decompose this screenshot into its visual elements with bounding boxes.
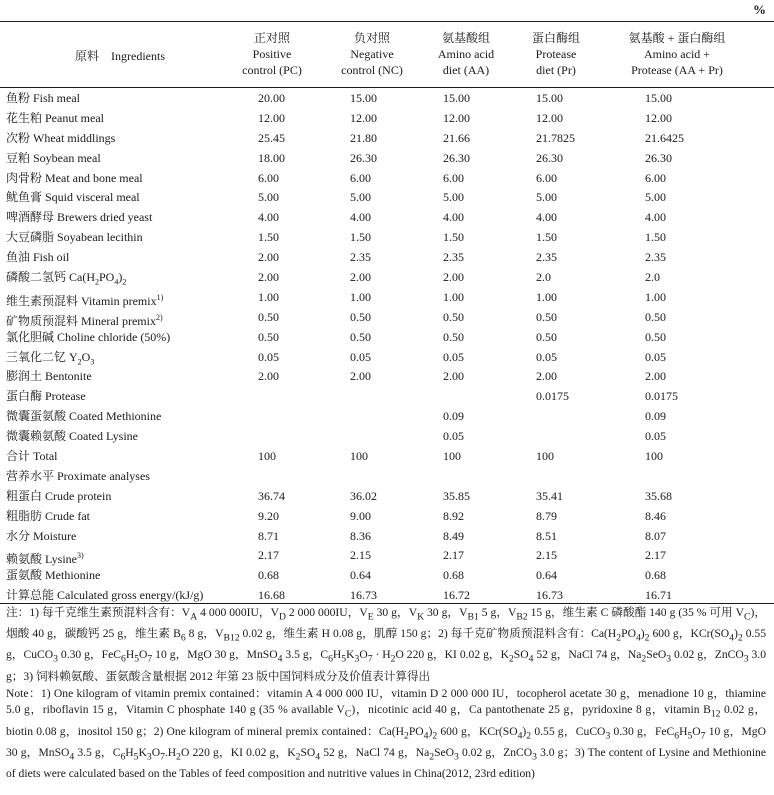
row-value: 35.41 [536, 488, 563, 503]
row-value: 0.68 [645, 568, 666, 583]
header-col-zh: 氨基酸组 [441, 31, 490, 45]
row-value: 6.00 [350, 170, 371, 185]
row-value: 20.00 [258, 91, 285, 105]
row-label: 合计 Total [6, 449, 58, 464]
row-value: 15.00 [443, 91, 470, 105]
row-value: 2.00 [350, 369, 371, 384]
header-col-zh: 氨基酸 + 蛋白酶组 [628, 31, 726, 45]
row-value: 1.50 [645, 230, 666, 245]
row-value: 0.50 [350, 309, 371, 324]
row-value: 0.68 [258, 568, 279, 583]
row-label: 微囊蛋氨酸 Coated Methionine [6, 409, 162, 424]
row-value: 9.20 [258, 508, 279, 523]
row-value: 6.00 [258, 170, 279, 185]
row-label: 蛋白酶 Protease [6, 389, 86, 404]
row-label: 鱼粉 Fish meal [6, 91, 80, 105]
row-value: 1.00 [536, 289, 557, 304]
header-col-zh: 蛋白酶组 [531, 31, 580, 45]
row-value: 16.73 [536, 588, 563, 603]
row-value: 0.50 [258, 329, 279, 344]
table-row [0, 109, 774, 129]
row-value: 18.00 [258, 150, 285, 165]
row-value: 15.00 [536, 91, 563, 105]
row-value: 21.7825 [536, 130, 575, 145]
row-value: 35.68 [645, 488, 672, 503]
table-notes [6, 605, 766, 783]
header-col-pr [506, 30, 606, 78]
row-value: 0.50 [536, 329, 557, 344]
table-row [0, 348, 774, 368]
top-rule [0, 21, 774, 22]
row-value: 4.00 [645, 210, 666, 225]
row-value: 6.00 [645, 170, 666, 185]
row-value: 21.6425 [645, 130, 684, 145]
table-row [0, 169, 774, 189]
table-row [0, 387, 774, 407]
row-value: 21.66 [443, 130, 470, 145]
row-value: 8.07 [645, 528, 666, 543]
row-value: 1.50 [443, 230, 464, 245]
row-value: 9.00 [350, 508, 371, 523]
header-rule [0, 87, 774, 88]
row-value: 2.17 [645, 548, 666, 563]
row-value: 5.00 [536, 190, 557, 205]
header-col-en1: Negative [350, 47, 394, 61]
row-value: 12.00 [536, 110, 563, 125]
row-value: 0.68 [443, 568, 464, 583]
row-value: 2.35 [443, 250, 464, 265]
row-value: 2.00 [258, 270, 279, 285]
table-row [0, 308, 774, 328]
table-row [0, 447, 774, 467]
row-label: 三氧化二钇 $Y_2O_3$ [6, 349, 95, 366]
row-value: 16.72 [443, 588, 470, 603]
row-label: 蛋氨酸 Methionine [6, 568, 101, 583]
row-label: 鱼油 Fish oil [6, 250, 70, 265]
row-value: 0.05 [350, 349, 371, 364]
row-label: 豆粕 Soybean meal [6, 150, 101, 165]
row-value: 1.00 [443, 289, 464, 304]
row-label: 矿物质预混料 Mineral premix$^{2)}$ [6, 312, 163, 328]
row-value: 8.92 [443, 508, 464, 523]
row-label: 肉骨粉 Meat and bone meal [6, 170, 143, 185]
table-row [0, 188, 774, 208]
header-col-nc [322, 30, 422, 78]
table-row [0, 507, 774, 527]
header-col-en1: Protease [535, 47, 577, 61]
row-label: 磷酸二氢钙 $Ca(H_2PO_4)_2$ [6, 270, 127, 287]
row-value: 8.51 [536, 528, 557, 543]
row-label: 花生粕 Peanut meal [6, 110, 104, 125]
row-value: 5.00 [645, 190, 666, 205]
row-value: 1.00 [350, 289, 371, 304]
row-label: 赖氨酸 Lysine$^{3)}$ [6, 551, 84, 567]
row-value: 2.00 [258, 250, 279, 265]
row-value: 2.00 [443, 270, 464, 285]
row-value: 6.00 [443, 170, 464, 185]
row-value: 100 [645, 449, 663, 464]
table-row [0, 208, 774, 228]
header-col-en2: diet (AA) [442, 63, 490, 77]
row-value: 12.00 [645, 110, 672, 125]
row-value: 2.17 [258, 548, 279, 563]
row-value: 1.50 [536, 230, 557, 245]
row-value: 0.05 [443, 429, 464, 444]
row-value: 6.00 [536, 170, 557, 185]
row-value: 8.46 [645, 508, 666, 523]
row-value: 16.71 [645, 588, 672, 603]
row-value: 26.30 [350, 150, 377, 165]
row-value: 100 [258, 449, 276, 464]
row-value: 100 [536, 449, 554, 464]
header-col-en2: diet (Pr) [536, 63, 576, 77]
row-value: 0.50 [645, 329, 666, 344]
header-col-en1: Positive [252, 47, 292, 61]
row-value: 0.50 [536, 309, 557, 324]
row-value: 2.35 [645, 250, 666, 265]
row-value: 5.00 [258, 190, 279, 205]
row-value: 0.50 [443, 309, 464, 324]
row-value: 12.00 [443, 110, 470, 125]
row-label: 维生素预混料 Vitamin premix$^{1)}$ [6, 292, 164, 308]
row-value: 0.0175 [536, 389, 569, 404]
row-label: 次粉 Wheat middlings [6, 130, 116, 145]
table-row [0, 427, 774, 447]
table-row [0, 407, 774, 427]
row-label: 水分 Moisture [6, 528, 77, 543]
row-value: 0.05 [645, 429, 666, 444]
row-value: 4.00 [258, 210, 279, 225]
row-value: 1.50 [258, 230, 279, 245]
table-row [0, 89, 774, 109]
row-value: 2.35 [350, 250, 371, 265]
row-label: 氯化胆碱 Choline chloride (50%) [6, 329, 171, 344]
row-label: 粗脂肪 Crude fat [6, 508, 90, 523]
header-col-zh: 负对照 [353, 31, 390, 45]
row-value: 12.00 [350, 110, 377, 125]
row-value: 0.50 [258, 309, 279, 324]
row-value: 16.73 [350, 588, 377, 603]
table-row [0, 487, 774, 507]
row-value: 1.50 [350, 230, 371, 245]
header-ingredient [20, 48, 220, 64]
row-value: 0.05 [258, 349, 279, 364]
header-col-en2: control (NC) [341, 63, 403, 77]
header-ingredient-label: 原料 Ingredients [75, 49, 165, 63]
row-label: 计算总能 Calculated gross energy/(kJ/g) [6, 588, 204, 603]
row-value: 0.50 [350, 329, 371, 344]
row-value: 1.00 [645, 289, 666, 304]
row-value: 0.0175 [645, 389, 678, 404]
table-row [0, 527, 774, 547]
row-label: 膨润土 Bentonite [6, 369, 92, 384]
row-value: 36.74 [258, 488, 285, 503]
row-value: 2.0 [645, 270, 660, 285]
header-col-aa-pr [612, 30, 742, 78]
row-value: 100 [443, 449, 461, 464]
row-value: 2.00 [258, 369, 279, 384]
table-row [0, 228, 774, 248]
row-value: 0.50 [443, 329, 464, 344]
header-col-aa [416, 30, 516, 78]
header-col-en2: control (PC) [242, 63, 302, 77]
row-value: 15.00 [645, 91, 672, 105]
row-label: 啤酒酵母 Brewers dried yeast [6, 210, 153, 225]
row-value: 35.85 [443, 488, 470, 503]
row-value: 100 [350, 449, 368, 464]
table-row [0, 367, 774, 387]
row-value: 15.00 [350, 91, 377, 105]
row-value: 2.00 [350, 270, 371, 285]
table-row [0, 288, 774, 308]
row-value: 0.64 [350, 568, 371, 583]
header-col-en1: Amino acid [437, 47, 495, 61]
row-value: 0.05 [645, 349, 666, 364]
row-value: 5.00 [350, 190, 371, 205]
row-value: 2.0 [536, 270, 551, 285]
row-value: 8.79 [536, 508, 557, 523]
row-value: 0.05 [536, 349, 557, 364]
table-row [0, 546, 774, 566]
row-value: 2.00 [645, 369, 666, 384]
row-value: 36.02 [350, 488, 377, 503]
row-value: 8.71 [258, 528, 279, 543]
row-value: 0.50 [645, 309, 666, 324]
header-col-pc [222, 30, 322, 78]
row-value: 8.49 [443, 528, 464, 543]
row-value: 2.00 [536, 369, 557, 384]
row-value: 26.30 [536, 150, 563, 165]
row-value: 26.30 [645, 150, 672, 165]
row-label: 粗蛋白 Crude protein [6, 488, 112, 503]
table-row [0, 149, 774, 169]
row-value: 1.00 [258, 289, 279, 304]
row-value: 0.09 [645, 409, 666, 424]
row-value: 16.68 [258, 588, 285, 603]
row-value: 0.05 [443, 349, 464, 364]
table-row [0, 328, 774, 348]
row-value: 4.00 [443, 210, 464, 225]
row-label: 鱿鱼膏 Squid visceral meal [6, 190, 140, 205]
header-col-en1: Amino acid + [643, 47, 711, 61]
row-value: 2.17 [443, 548, 464, 563]
row-value: 5.00 [443, 190, 464, 205]
row-value: 2.15 [350, 548, 371, 563]
header-col-zh: 正对照 [253, 31, 290, 45]
row-label: 大豆磷脂 Soyabean lecithin [6, 230, 143, 245]
unit-mark: % [753, 2, 766, 17]
table-row [0, 129, 774, 149]
table-row [0, 566, 774, 586]
row-value: 25.45 [258, 130, 285, 145]
row-value: 2.00 [443, 369, 464, 384]
row-label: 营养水平 Proximate analyses [6, 468, 150, 483]
row-value: 2.15 [536, 548, 557, 563]
notes-en: Note：1) One kilogram of vitamin premix contained：vitamin A 4 000 000 IU，vitamin D 2 000 000 IU，tocopherol acetate 30 g，menadione 10 g，thiamine 5.0 g，riboflavin 15 g，Vitamin C phosphate 140 g (35 % available $V_C$)，nicotinic acid 40 g，Ca pantothenate 25 g，pyridoxine 8 g，vitamin $B_{12}$ 0.02 g，biotin 0.08 g，inositol 150 g；2) One kilogram of mineral premix contained：$Ca(H_2PO_4)_2$ 600 g，$KCr(SO_4)_2$ 0.55 g，CuCO$_3$ 0.30 g，$FeC_6H_5O_7$ 10 g，MgO 30 g，MnSO$_4$ 3.5 g，$C_6H_5K_3O_7.H_2O$ 220 g，KI 0.02 g，$K_2SO_4$ 52 g，NaCl 74 g，$Na_2SeO_3$ 0.02 g，ZnCO$_3$ 3.0 g；3) The content of Lysine and Methionine of diets were calculated based on the Tables of feed composition and nutritive values in China(2012, 23rd edition) [6, 686, 766, 781]
notes-zh: 注：1) 每千克维生素预混料含有：$V_A$ 4 000 000IU，$V_D$ 2 000 000IU，$V_E$ 30 g，$V_K$ 30 g，$V_{B1}$ 5 g，$V_{B2}$ 15 g，维生素 C 磷酸酯 140 g (35 % 可用 $V_C$)，烟酸 40 g，碳酸钙 25 g，维生素 $B_6$ 8 g，$V_{B12}$ 0.02 g，维生素 H 0.08 g，肌醇 150 g；2) 每千克矿物质预混料含有：$Ca(H_2PO_4)_2$ 600 g，$KCr(SO_4)_2$ 0.55 g，CuCO$_3$ 0.30 g，$FeC_6H_5O_7$ 10 g，MgO 30 g，MnSO$_4$ 3.5 g，$C_6H_5K_3O_7 \cdot H_2O$ 220 g，KI 0.02 g，$K_2SO_4$ 52 g，NaCl 74 g，$Na_2SeO_3$ 0.02 g，ZnCO$_3$ 3.0 g；3) 饲料赖氨酸、蛋氨酸含量根据 2012 年第 23 版中国饲料成分及价值表计算得出 [6, 606, 767, 683]
row-value: 0.09 [443, 409, 464, 424]
row-value: 2.35 [536, 250, 557, 265]
header-col-en2: Protease (AA + Pr) [631, 63, 723, 77]
row-value: 26.30 [443, 150, 470, 165]
row-value: 21.80 [350, 130, 377, 145]
row-value: 8.36 [350, 528, 371, 543]
row-value: 0.64 [536, 568, 557, 583]
table-row [0, 467, 774, 487]
row-label: 微囊赖氨酸 Coated Lysine [6, 429, 138, 444]
row-value: 12.00 [258, 110, 285, 125]
table-row [0, 248, 774, 268]
row-value: 4.00 [350, 210, 371, 225]
table-row [0, 268, 774, 288]
table-body [0, 89, 774, 606]
row-value: 4.00 [536, 210, 557, 225]
